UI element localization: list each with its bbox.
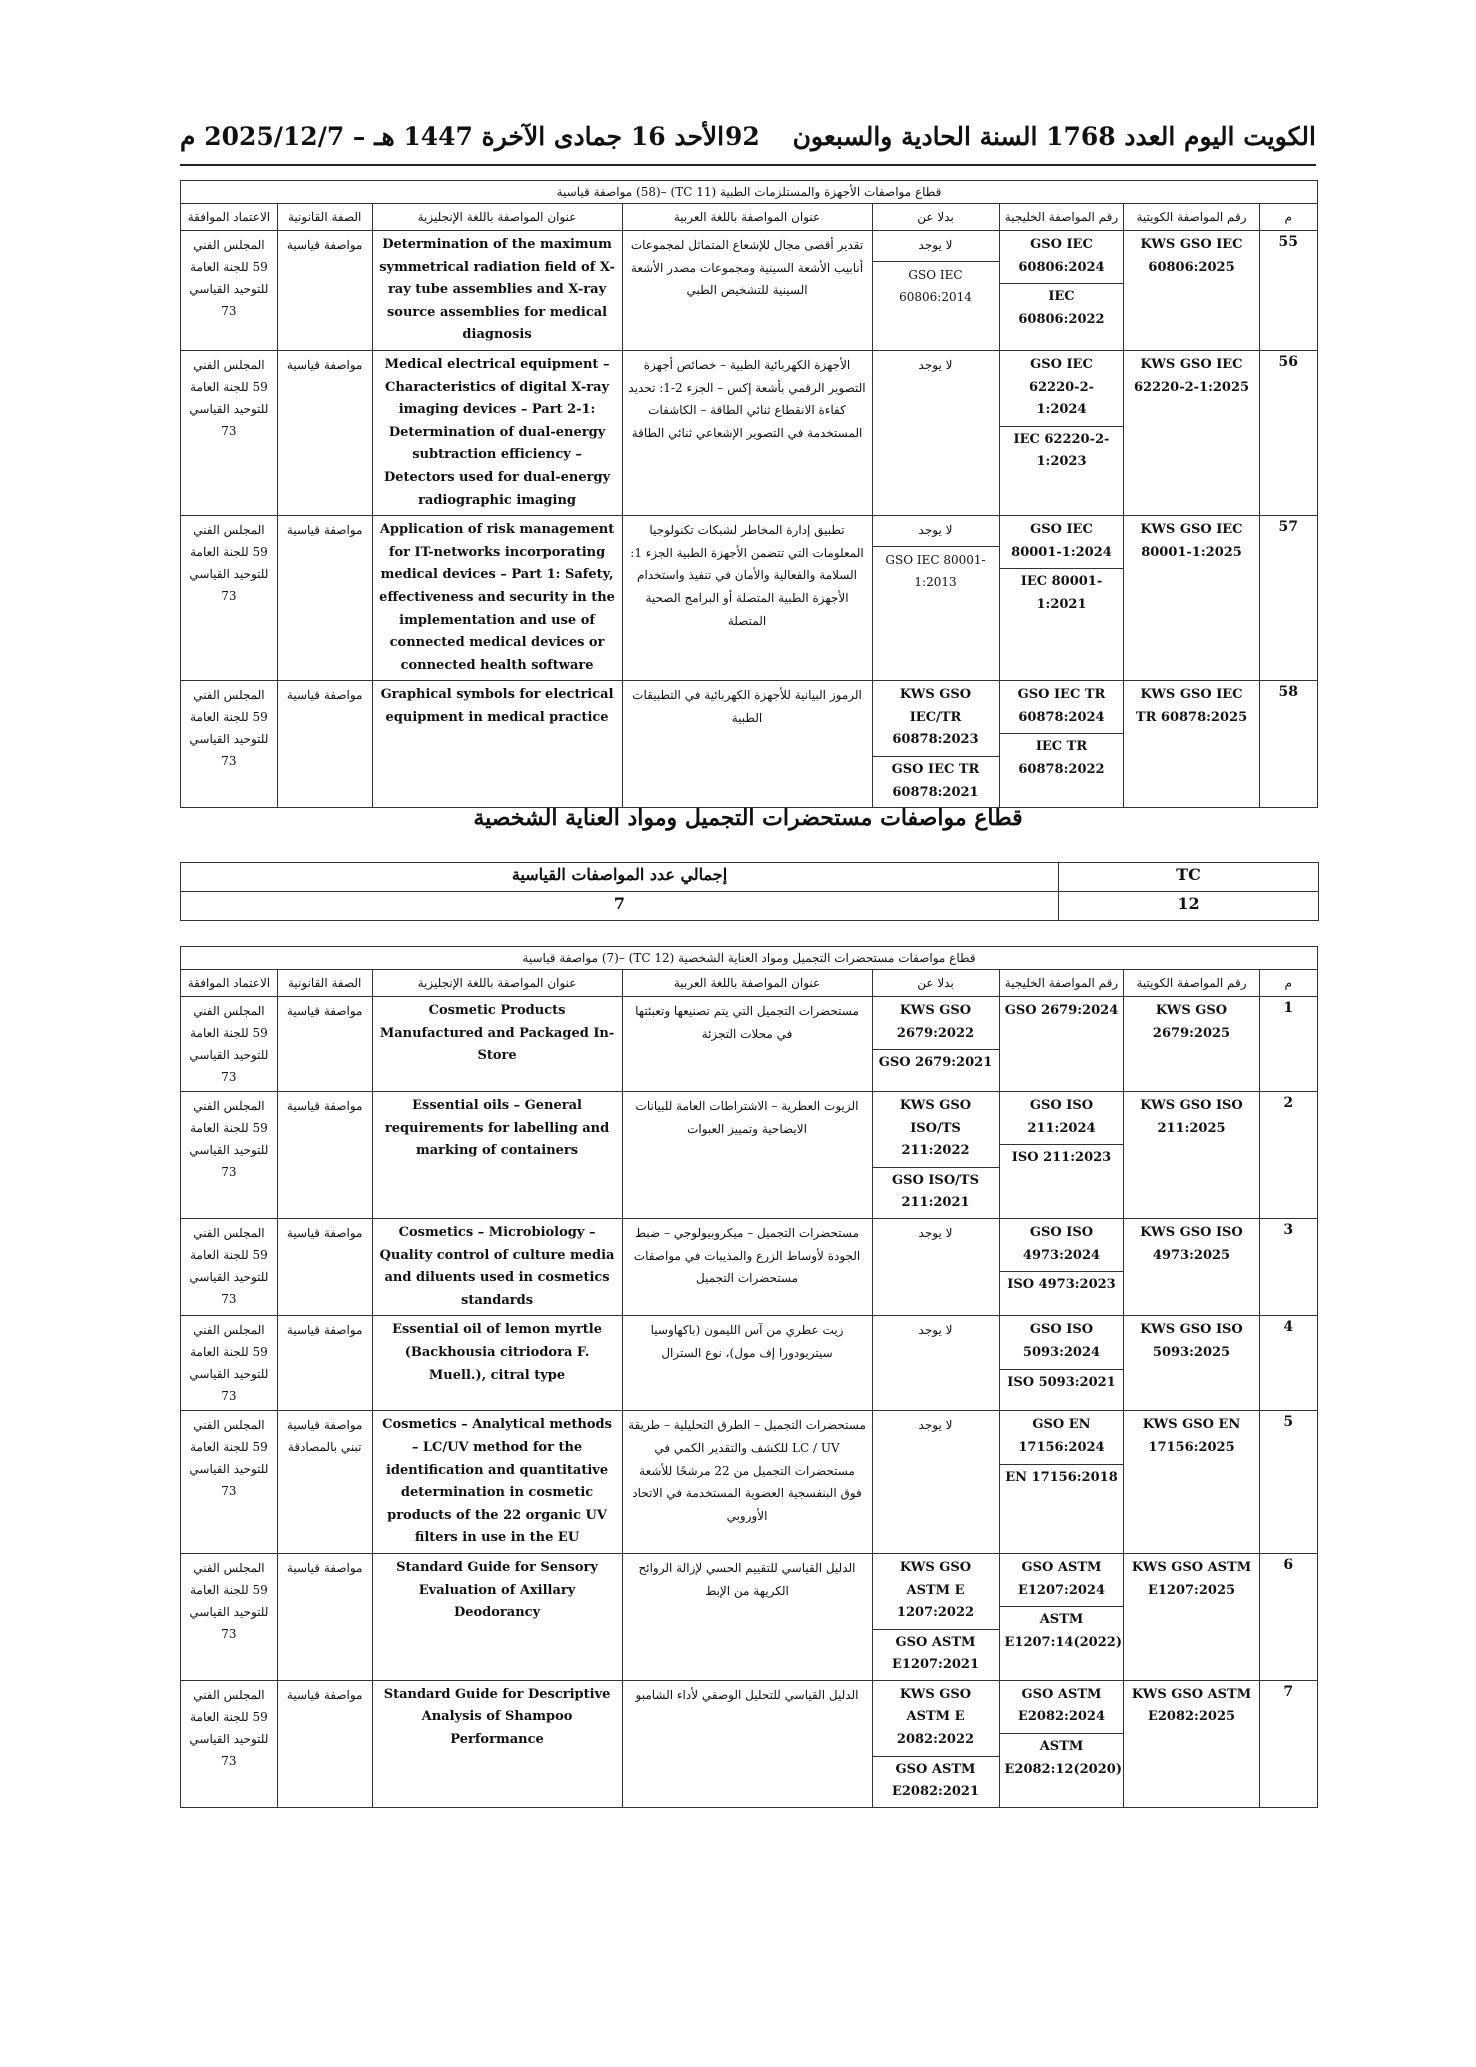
- legal-status: [277, 997, 372, 1092]
- replaces-value: KWS GSO 2679:2022: [896, 1003, 975, 1041]
- title-english: [372, 681, 622, 808]
- legal-status-value: مواصفة قياسية: [286, 1004, 363, 1018]
- kws-number-value: KWS GSO IEC TR 60878:2025: [1135, 687, 1248, 725]
- title-arabic: [622, 231, 872, 351]
- title-arabic: [622, 1553, 872, 1680]
- kws-number-value: KWS GSO IEC 60806:2025: [1140, 237, 1243, 275]
- table-row: [181, 1316, 1318, 1411]
- table-row: [181, 997, 1318, 1092]
- replaces: [872, 516, 999, 681]
- approval-value: المجلس الفني 59 للجنة العامة للتوحيد القياسي 73: [189, 1004, 269, 1084]
- header-issue: الكويت اليوم العدد 1768 السنة الحادية والسبعون: [792, 122, 1316, 151]
- row-number-value: 2: [1283, 1095, 1294, 1111]
- table-row: [181, 1218, 1318, 1315]
- table-title: قطاع مواصفات مستحضرات التجميل ومواد العناية الشخصية (TC 12) –(7) مواصفة قياسية: [181, 947, 1318, 970]
- replaces: [872, 1680, 999, 1807]
- table-row: [181, 516, 1318, 681]
- gso-number-value: GSO ISO 4973:2024: [1022, 1224, 1101, 1263]
- approval-value: المجلس الفني 59 للجنة العامة للتوحيد القياسي 73: [189, 357, 269, 438]
- legal-status-value: مواصفة قياسية: [286, 357, 363, 372]
- approval: [181, 1680, 278, 1807]
- table-row: [181, 231, 1318, 351]
- summary-tc-value: 12: [1059, 892, 1319, 921]
- gso-number-secondary: ASTM E1207:14(2022): [1000, 1606, 1124, 1654]
- gso-number-secondary: ISO 211:2023: [1000, 1144, 1124, 1170]
- row-number-value: 58: [1278, 684, 1299, 701]
- title-english-value: Essential oil of lemon myrtle (Backhousia citriodora F. Muell.), citral type: [392, 1322, 603, 1383]
- gso-number-value: GSO EN 17156:2024: [1018, 1417, 1105, 1455]
- approval: [181, 1553, 278, 1680]
- title-english: [372, 1553, 622, 1680]
- kws-number: [1124, 516, 1259, 681]
- cosmetics-section-title: قطاع مواصفات مستحضرات التجميل ومواد العناية الشخصية: [473, 805, 1023, 831]
- title-english: [372, 516, 622, 681]
- row-number: [1259, 1316, 1317, 1411]
- replaces: [872, 681, 999, 808]
- approval-value: المجلس الفني 59 للجنة العامة للتوحيد القياسي 73: [189, 1099, 269, 1179]
- cosmetics-table: [180, 946, 1318, 1808]
- title-arabic-value: تطبيق إدارة المخاطر لشبكات تكنولوجيا المعلومات التي تتضمن الأجهزة الطبية الجزء 1: السلامة والفعالية والأمان في تنفيذ واستخدام الأجهزة الطبية المتصلة أو البرامج الصحية المتصلة: [630, 523, 864, 628]
- title-arabic-value: مستحضرات التجميل التي يتم تصنيعها وتعبئتها في محلات التجزئة: [635, 1004, 859, 1041]
- title-arabic-value: الدليل القياسي للتقييم الحسي لإزالة الروائح الكريهة من الإبط: [638, 1560, 856, 1598]
- gso-number: [999, 1316, 1124, 1411]
- approval: [181, 1092, 278, 1219]
- title-english-value: Cosmetic Products Manufactured and Packaged In- Store: [379, 1003, 615, 1064]
- approval: [181, 1218, 278, 1315]
- title-english: [372, 231, 622, 351]
- gso-number: [999, 1680, 1124, 1807]
- kws-number-value: KWS GSO ASTM E2082:2025: [1131, 1686, 1252, 1725]
- title-arabic: [622, 1411, 872, 1554]
- legal-status-value: مواصفة قياسية تبني بالمصادقة: [286, 1418, 363, 1455]
- row-number: [1259, 516, 1317, 681]
- title-english: [372, 997, 622, 1092]
- title-english: [372, 1092, 622, 1219]
- row-number: [1259, 1680, 1317, 1807]
- gso-number-value: GSO ISO 5093:2024: [1022, 1322, 1101, 1360]
- legal-status: [277, 1218, 372, 1315]
- approval-value: المجلس الفني 59 للجنة العامة للتوحيد القياسي 73: [189, 1323, 269, 1404]
- row-number-value: 7: [1283, 1683, 1294, 1700]
- replaces-secondary: GSO IEC 80001-1:2013: [873, 546, 999, 594]
- replaces-secondary: GSO 2679:2021: [873, 1049, 999, 1075]
- kws-number: [1124, 997, 1259, 1092]
- table-title: قطاع مواصفات الأجهزة والمستلزمات الطبية (TC 11) –(58) مواصفة قياسية: [181, 181, 1318, 204]
- legal-status-value: مواصفة قياسية: [286, 1560, 363, 1575]
- kws-number-value: KWS GSO ASTM E1207:2025: [1131, 1559, 1252, 1598]
- legal-status: [277, 1680, 372, 1807]
- gso-number: [999, 1218, 1124, 1315]
- gso-number-value: GSO IEC 80001-1:2024: [1011, 522, 1112, 560]
- replaces-secondary: GSO ASTM E1207:2021: [873, 1629, 999, 1677]
- approval: [181, 516, 278, 681]
- kws-number: [1124, 350, 1259, 515]
- title-arabic-value: الرموز البيانية للأجهزة الكهربائية في التطبيقات الطبية: [632, 688, 862, 725]
- row-number-value: 4: [1283, 1319, 1294, 1336]
- approval-value: المجلس الفني 59 للجنة العامة للتوحيد القياسي 73: [189, 1418, 269, 1499]
- kws-number: [1124, 1411, 1259, 1554]
- table-row: [181, 1411, 1318, 1554]
- gso-number-secondary: ASTM E2082:12(2020): [1000, 1733, 1124, 1781]
- row-number: [1259, 1218, 1317, 1315]
- gso-number: [999, 1411, 1124, 1554]
- title-english: [372, 350, 622, 515]
- legal-status: [277, 350, 372, 515]
- legal-status-value: مواصفة قياسية: [286, 238, 363, 252]
- title-arabic-value: الزيوت العطرية – الاشتراطات العامة للبيانات الايضاحية وتمييز العبوات: [635, 1099, 859, 1136]
- gso-number: [999, 350, 1124, 515]
- title-arabic-value: زيت عطري من آس الليمون (باكهاوسيا سيتريودورا إف مول)، نوع السترال: [650, 1323, 844, 1360]
- title-arabic-value: تقدير أقصى مجال للإشعاع المتماثل لمجموعات أنابيب الأشعة السينية ومجموعات مصدر الأشعة السينية للتشخيص الطبي: [630, 238, 864, 298]
- approval: [181, 350, 278, 515]
- title-english-value: Determination of the maximum symmetrical radiation field of X-ray tube assemblies and X-ray source assemblies for medical diagnosis: [379, 237, 615, 343]
- row-number-value: 56: [1278, 353, 1299, 370]
- approval-value: المجلس الفني 59 للجنة العامة للتوحيد القياسي 73: [189, 1687, 269, 1768]
- legal-status: [277, 1411, 372, 1554]
- row-number-value: 3: [1283, 1221, 1294, 1238]
- row-number: [1259, 681, 1317, 808]
- title-english: [372, 1316, 622, 1411]
- replaces: [872, 1316, 999, 1411]
- gso-number-secondary: IEC TR 60878:2022: [1000, 733, 1124, 781]
- table-row: [181, 350, 1318, 515]
- title-arabic: [622, 1680, 872, 1807]
- gso-number: [999, 516, 1124, 681]
- title-arabic: [622, 1316, 872, 1411]
- kws-number-value: KWS GSO IEC 80001-1:2025: [1140, 522, 1243, 560]
- kws-number-value: KWS GSO ISO 4973:2025: [1140, 1224, 1243, 1263]
- row-number: [1259, 231, 1317, 351]
- replaces-secondary: GSO IEC 60806:2014: [873, 261, 999, 309]
- replaces: [872, 350, 999, 515]
- table-row: [181, 681, 1318, 808]
- replaces: [872, 231, 999, 351]
- approval-value: المجلس الفني 59 للجنة العامة للتوحيد القياسي 73: [189, 1560, 269, 1641]
- replaces-secondary: GSO IEC TR 60878:2021: [873, 756, 999, 804]
- approval: [181, 997, 278, 1092]
- title-english-value: Application of risk management for IT-networks incorporating medical devices – Part 1: Safety, effectiveness and security in the implementation and use of connected medical devices or connected health software: [379, 522, 615, 673]
- approval-value: المجلس الفني 59 للجنة العامة للتوحيد القياسي 73: [189, 1225, 269, 1306]
- legal-status: [277, 1553, 372, 1680]
- replaces: [872, 1411, 999, 1554]
- kws-number: [1124, 231, 1259, 351]
- title-arabic-value: الأجهزة الكهربائية الطبية – خصائص أجهزة التصوير الرقمي بأشعة إكس – الجزء 2-1: تحديد كفاءة الانقطاع ثنائي الطاقة – الكاشفات المستخدمة في التصوير الإشعاعي ثنائي الطاقة: [628, 357, 866, 440]
- gso-number-secondary: IEC 60806:2022: [1000, 283, 1124, 331]
- summary-total-label: إجمالي عدد المواصفات القياسية: [181, 863, 1059, 892]
- title-english-value: Standard Guide for Descriptive Analysis of Shampoo Performance: [383, 1686, 611, 1748]
- replaces: [872, 997, 999, 1092]
- approval: [181, 231, 278, 351]
- kws-number-value: KWS GSO 2679:2025: [1152, 1003, 1231, 1041]
- kws-number: [1124, 1218, 1259, 1315]
- approval: [181, 681, 278, 808]
- gso-number: [999, 681, 1124, 808]
- kws-number: [1124, 1553, 1259, 1680]
- row-number-value: 5: [1283, 1414, 1294, 1431]
- gso-number: [999, 1553, 1124, 1680]
- replaces-value: KWS GSO ISO/TS 211:2022: [899, 1098, 972, 1159]
- approval: [181, 1411, 278, 1554]
- replaces-value: لا يوجد: [918, 1418, 953, 1433]
- title-arabic-value: الدليل القياسي للتحليل الوصفي لأداء الشامبو: [635, 1687, 859, 1702]
- header-date: الأحد 16 جمادى الآخرة 1447 هـ – 2025/12/7 م: [180, 122, 725, 151]
- kws-number-value: KWS GSO ISO 5093:2025: [1140, 1322, 1243, 1360]
- row-number-value: 55: [1278, 234, 1299, 250]
- gso-number-secondary: EN 17156:2018: [1000, 1464, 1124, 1490]
- summary-table: [180, 862, 1319, 921]
- gso-number: [999, 231, 1124, 351]
- title-arabic: [622, 516, 872, 681]
- gso-number-secondary: IEC 62220-2-1:2023: [1000, 426, 1124, 474]
- gso-number-value: GSO IEC TR 60878:2024: [1017, 687, 1106, 725]
- title-english: [372, 1218, 622, 1315]
- title-english-value: Medical electrical equipment – Characteristics of digital X-ray imaging devices – Part 2-1: Determination of dual-energy subtraction efficiency – Detectors used for dual-energy radiographic imaging: [383, 356, 611, 508]
- approval-value: المجلس الفني 59 للجنة العامة للتوحيد القياسي 73: [189, 523, 269, 604]
- table-header-row: م رقم المواصفة الكويتية رقم المواصفة الخليجية بدلا عن عنوان المواصفة باللغة العربية عنوان المواصفة باللغة الإنجليزية الصفة القانونية الاعتماد الموافقة: [181, 970, 1318, 997]
- table-header-row: م رقم المواصفة الكويتية رقم المواصفة الخليجية بدلا عن عنوان المواصفة باللغة العربية عنوان المواصفة باللغة الإنجليزية الصفة القانونية الاعتماد الموافقة: [181, 204, 1318, 231]
- replaces-value: لا يوجد: [918, 1323, 953, 1338]
- kws-number: [1124, 1316, 1259, 1411]
- table-row: [181, 1092, 1318, 1219]
- kws-number: [1124, 1092, 1259, 1219]
- table-row: [181, 1553, 1318, 1680]
- gso-number: [999, 1092, 1124, 1219]
- legal-status-value: مواصفة قياسية: [286, 523, 363, 538]
- row-number-value: 57: [1278, 519, 1299, 536]
- replaces-value: KWS GSO IEC/TR 60878:2023: [892, 687, 979, 748]
- gso-number-value: GSO 2679:2024: [1004, 1003, 1119, 1018]
- table-row: [181, 1680, 1318, 1807]
- title-english-value: Standard Guide for Sensory Evaluation of Axillary Deodorancy: [396, 1559, 598, 1621]
- legal-status-value: مواصفة قياسية: [286, 1687, 363, 1702]
- replaces-value: لا يوجد: [918, 1225, 953, 1240]
- summary-total-value: 7: [181, 892, 1059, 921]
- title-english: [372, 1411, 622, 1554]
- legal-status-value: مواصفة قياسية: [286, 1323, 363, 1338]
- title-english-value: Essential oils – General requirements for labelling and marking of containers: [384, 1098, 610, 1159]
- row-number: [1259, 1411, 1317, 1554]
- replaces-secondary: GSO ASTM E2082:2021: [873, 1756, 999, 1804]
- title-english: [372, 1680, 622, 1807]
- row-number: [1259, 997, 1317, 1092]
- row-number: [1259, 1092, 1317, 1219]
- gso-number-value: GSO IEC 62220-2-1:2024: [1028, 356, 1095, 418]
- replaces-value: لا يوجد: [918, 523, 953, 538]
- replaces-value: KWS GSO ASTM E 2082:2022: [896, 1686, 975, 1748]
- approval: [181, 1316, 278, 1411]
- gso-number-secondary: ISO 4973:2023: [1000, 1271, 1124, 1297]
- replaces-value: لا يوجد: [918, 238, 953, 252]
- replaces-secondary: GSO ISO/TS 211:2021: [873, 1167, 999, 1215]
- approval-value: المجلس الفني 59 للجنة العامة للتوحيد القياسي 73: [189, 688, 269, 769]
- page-number: 92: [725, 122, 760, 151]
- gso-number-secondary: IEC 80001-1:2021: [1000, 568, 1124, 616]
- legal-status-value: مواصفة قياسية: [286, 1099, 363, 1113]
- replaces-value: لا يوجد: [918, 357, 953, 372]
- title-arabic: [622, 997, 872, 1092]
- title-english-value: Graphical symbols for electrical equipment in medical practice: [380, 687, 614, 725]
- title-english-value: Cosmetics – Analytical methods – LC/UV method for the identification and quantitative determination in cosmetic products of the 22 organic UV filters in use in the EU: [382, 1417, 612, 1546]
- gso-number-secondary: ISO 5093:2021: [1000, 1369, 1124, 1395]
- replaces: [872, 1092, 999, 1219]
- gso-number-value: GSO ASTM E2082:2024: [1017, 1686, 1106, 1725]
- legal-status: [277, 231, 372, 351]
- replaces: [872, 1553, 999, 1680]
- replaces: [872, 1218, 999, 1315]
- gso-number-value: GSO ISO 211:2024: [1027, 1098, 1096, 1136]
- legal-status: [277, 1316, 372, 1411]
- legal-status: [277, 1092, 372, 1219]
- legal-status: [277, 516, 372, 681]
- title-arabic: [622, 350, 872, 515]
- medical-devices-table: [180, 180, 1318, 808]
- row-number-value: 1: [1283, 1000, 1294, 1016]
- gso-number-value: GSO IEC 60806:2024: [1018, 237, 1105, 275]
- title-arabic-value: مستحضرات التجميل – الطرق التحليلية – طريقة LC / UV للكشف والتقدير الكمي في مستحضرات التجميل من 22 مرشحًا للأشعة فوق البنفسجية العضوية المستخدمة في الاتحاد الأوروبي: [628, 1418, 866, 1523]
- kws-number-value: KWS GSO EN 17156:2025: [1142, 1417, 1241, 1455]
- kws-number: [1124, 681, 1259, 808]
- row-number: [1259, 350, 1317, 515]
- approval-value: المجلس الفني 59 للجنة العامة للتوحيد القياسي 73: [189, 238, 269, 318]
- legal-status-value: مواصفة قياسية: [286, 1225, 363, 1240]
- kws-number-value: KWS GSO IEC 62220-2-1:2025: [1133, 356, 1250, 395]
- page-header: [180, 118, 1316, 166]
- title-arabic: [622, 1218, 872, 1315]
- row-number: [1259, 1553, 1317, 1680]
- legal-status-value: مواصفة قياسية: [286, 688, 363, 703]
- gso-number-value: GSO ASTM E1207:2024: [1017, 1559, 1106, 1598]
- kws-number: [1124, 1680, 1259, 1807]
- title-arabic: [622, 1092, 872, 1219]
- summary-tc-label: TC: [1059, 863, 1319, 892]
- title-english-value: Cosmetics – Microbiology – Quality control of culture media and diluents used in cosmetics standards: [379, 1224, 615, 1308]
- gso-number: [999, 997, 1124, 1092]
- title-arabic-value: مستحضرات التجميل – ميكروبيولوجي – ضبط الجودة لأوساط الزرع والمذيبات في مواصفات مستحضرات التجميل: [633, 1225, 861, 1286]
- title-arabic: [622, 681, 872, 808]
- replaces-value: KWS GSO ASTM E 1207:2022: [896, 1559, 975, 1621]
- kws-number-value: KWS GSO ISO 211:2025: [1140, 1098, 1243, 1136]
- legal-status: [277, 681, 372, 808]
- row-number-value: 6: [1283, 1556, 1294, 1573]
